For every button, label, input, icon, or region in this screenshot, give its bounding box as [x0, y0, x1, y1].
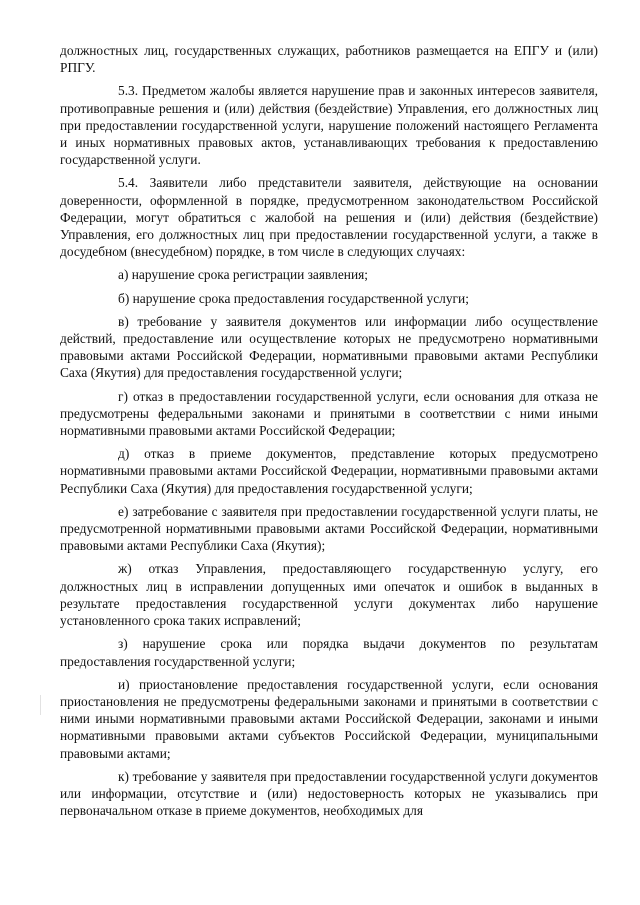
list-item-d: д) отказ в приеме документов, представление которых предусмотрено нормативными правовыми актами Российской Федерации, нормативными правовыми актами Республики Саха (Якутия) для предоставления государственной услуги;	[60, 446, 598, 496]
document-page	[60, 42, 598, 821]
list-item-g: г) отказ в предоставлении государственной услуги, если основания для отказа не предусмотрены федеральными законами и принятыми в соответствии с ними иными нормативными правовыми актами Российской Федерации;	[60, 388, 598, 439]
list-item-b: б) нарушение срока предоставления государственной услуги;	[118, 290, 469, 306]
paragraph-5-3: 5.3. Предметом жалобы является нарушение прав и законных интересов заявителя, противоправные решения и (или) действия (бездействие) Управления, его должностных лиц при предоставлении государственной услуги, нарушение положений настоящего Регламента и иных нормативных правовых актов, устанавливающих требования к предоставлению государственной услуги.	[60, 83, 598, 168]
list-item-i: и) приостановление предоставления государственной услуги, если основания приостановления не предусмотрены федеральными законами и принятыми в соответствии с ними иными нормативными правовыми актами Российской Федерации, законами и иными нормативными правовыми актами субъектов Российской Федерации, муниципальными правовыми актами;	[60, 676, 598, 761]
list-item-k: к) требование у заявителя при предоставлении государственной услуги документов или информации, отсутствие и (или) недостоверность которых не указывались при первоначальном отказе в приеме документов, необходимых для	[60, 768, 598, 819]
paragraph-continuation: должностных лиц, государственных служащих, работников размещается на ЕПГУ и (или) РПГУ.	[60, 43, 598, 76]
list-item-e: е) затребование с заявителя при предоставлении государственной услуги платы, не предусмотренной нормативными правовыми актами Российской Федерации, нормативными правовыми актами Республики Саха (Якутия);	[60, 503, 598, 554]
paragraph-5-4: 5.4. Заявители либо представители заявителя, действующие на основании доверенности, оформленной в порядке, предусмотренном законодательством Российской Федерации, могут обратиться с жалобой на решения и (или) действия (бездействие) Управления, его должностных лиц при предоставлении государственной услуги, а также в досудебном (внесудебном) порядке, в том числе в следующих случаях:	[60, 175, 598, 260]
list-item-zh: ж) отказ Управления, предоставляющего государственную услугу, его должностных лиц в исправлении допущенных ими опечаток и ошибок в выданных в результате предоставления государственной услуги документах либо нарушение установленного срока таких исправлений;	[60, 561, 598, 629]
list-item-v: в) требование у заявителя документов или информации либо осуществление действий, предоставление или осуществление которых не предусмотрено нормативными правовыми актами Российской Федерации, нормативными правовыми актами Республики Саха (Якутия) для предоставления государственной услуги;	[60, 313, 598, 381]
scan-margin-mark	[40, 695, 41, 715]
list-item-z: з) нарушение срока или порядка выдачи документов по результатам предоставления государственной услуги;	[60, 636, 598, 669]
list-item-a: а) нарушение срока регистрации заявления;	[118, 267, 368, 283]
